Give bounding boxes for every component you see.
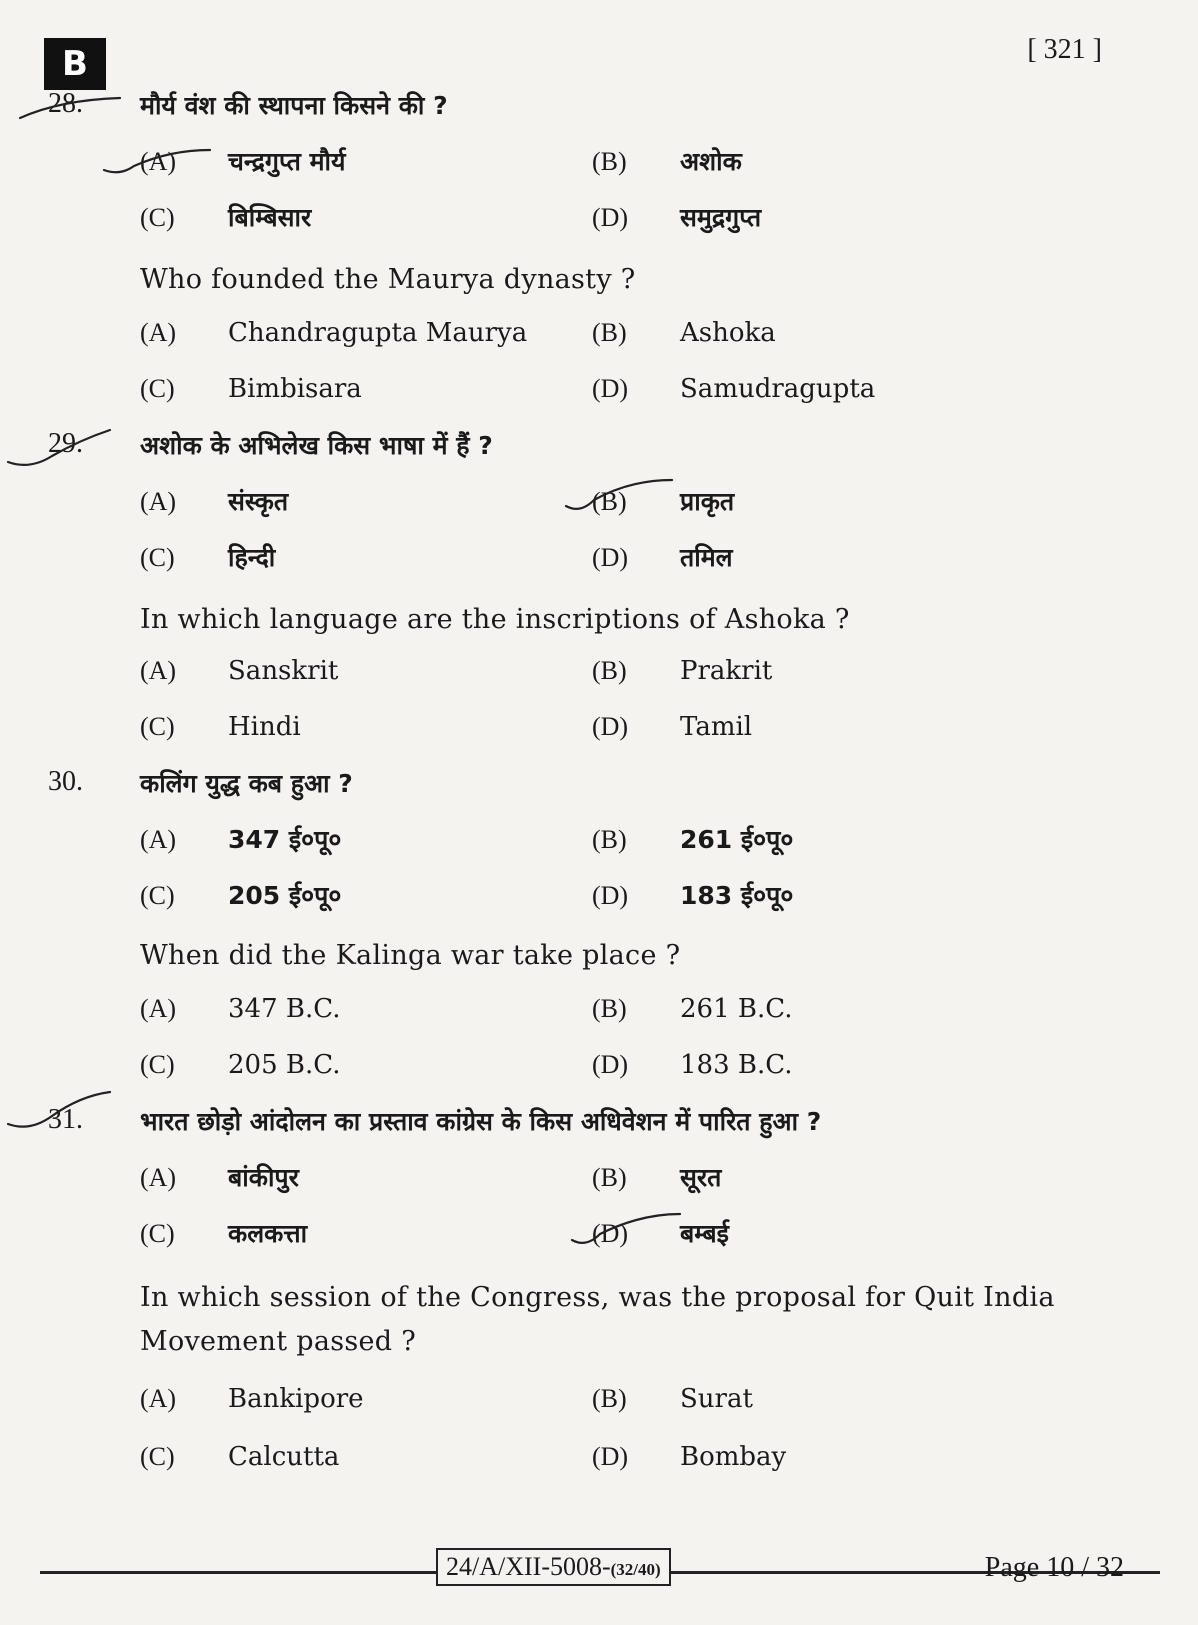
option-d-english: (D) Bombay	[592, 1442, 787, 1472]
option-b-hindi: (B) अशोक	[592, 147, 742, 176]
question-number: 31.	[48, 1104, 83, 1135]
option-d-hindi: (D) समुद्रगुप्त	[592, 203, 762, 232]
question-text-hindi: कलिंग युद्ध कब हुआ ?	[140, 769, 353, 798]
option-d-english: (D) Tamil	[592, 712, 753, 742]
option-c-hindi: (C) कलकत्ता	[140, 1219, 308, 1248]
option-a-hindi: (A) चन्द्रगुप्त मौर्य	[140, 147, 346, 176]
option-a-english: (A) 347 B.C.	[140, 994, 341, 1024]
option-b-english: (B) Ashoka	[592, 318, 776, 348]
option-c-hindi: (C) 205 ई०पू०	[140, 881, 342, 910]
option-d-hindi: (D) 183 ई०पू०	[592, 881, 794, 910]
option-b-english: (B) Surat	[592, 1384, 753, 1414]
option-d-english: (D) 183 B.C.	[592, 1050, 793, 1080]
question-number: 29.	[48, 428, 83, 459]
option-a-english: (A) Bankipore	[140, 1384, 364, 1414]
option-a-hindi: (A) बांकीपुर	[140, 1163, 299, 1192]
page-number: Page 10 / 32	[984, 1552, 1124, 1583]
option-c-hindi: (C) हिन्दी	[140, 543, 276, 572]
option-b-english: (B) Prakrit	[592, 656, 773, 686]
option-c-english: (C) 205 B.C.	[140, 1050, 341, 1080]
option-a-hindi: (A) 347 ई०पू०	[140, 825, 342, 854]
option-a-english: (A) Sanskrit	[140, 656, 339, 686]
footer-paper-code: 24/A/XII-5008-(32/40)	[436, 1548, 671, 1586]
option-b-hindi: (B) सूरत	[592, 1163, 722, 1192]
option-d-hindi: (D) बम्बई	[592, 1219, 729, 1248]
option-c-english: (C) Calcutta	[140, 1442, 340, 1472]
option-b-english: (B) 261 B.C.	[592, 994, 793, 1024]
set-badge: B	[44, 38, 106, 90]
option-a-english: (A) Chandragupta Maurya	[140, 318, 528, 348]
question-text-hindi: मौर्य वंश की स्थापना किसने की ?	[140, 91, 448, 120]
question-text-english: When did the Kalinga war take place ?	[140, 940, 681, 971]
question-text-hindi: अशोक के अभिलेख किस भाषा में हैं ?	[140, 431, 493, 460]
option-c-hindi: (C) बिम्बिसार	[140, 203, 312, 232]
option-c-english: (C) Bimbisara	[140, 374, 362, 404]
option-d-hindi: (D) तमिल	[592, 543, 733, 572]
option-d-english: (D) Samudragupta	[592, 374, 876, 404]
paper-code: [ 321 ]	[1027, 34, 1102, 65]
option-a-hindi: (A) संस्कृत	[140, 487, 289, 516]
option-b-hindi: (B) 261 ई०पू०	[592, 825, 794, 854]
question-number: 28.	[48, 88, 83, 119]
question-text-hindi: भारत छोड़ो आंदोलन का प्रस्ताव कांग्रेस के किस अधिवेशन में पारित हुआ ?	[140, 1107, 822, 1136]
question-text-english: In which language are the inscriptions of Ashoka ?	[140, 604, 850, 635]
option-b-hindi: (B) प्राकृत	[592, 487, 735, 516]
question-text-english: In which session of the Congress, was the proposal for Quit India Movement passed ?	[140, 1282, 1055, 1357]
question-number: 30.	[48, 766, 83, 797]
question-text-english: Who founded the Maurya dynasty ?	[140, 264, 636, 295]
option-c-english: (C) Hindi	[140, 712, 301, 742]
